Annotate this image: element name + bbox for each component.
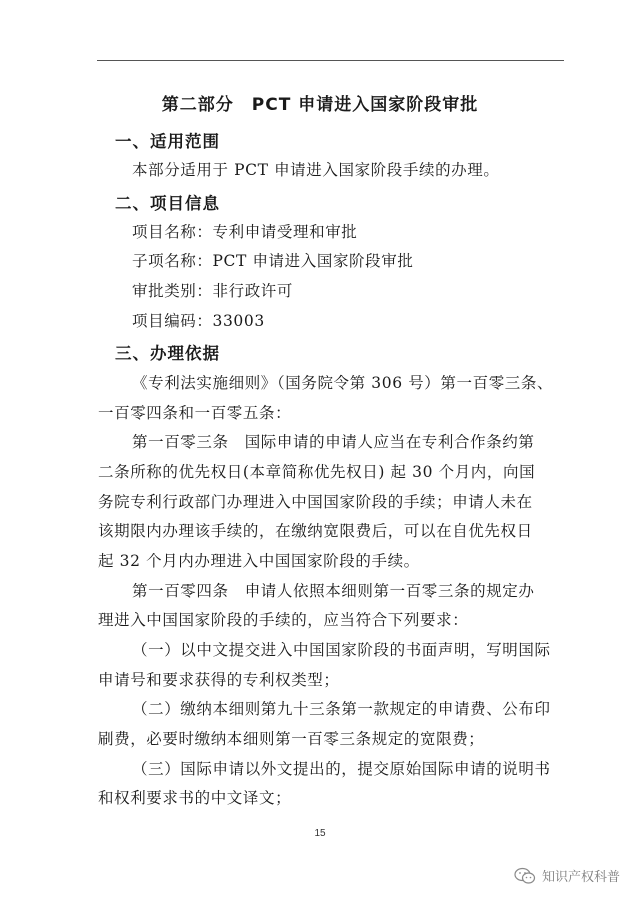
info-item: 项目编码：33003	[132, 312, 265, 330]
body-line: 二条所称的优先权日(本章简称优先权日) 起 30 个月内，向国	[98, 463, 536, 481]
body-line: 理进入中国国家阶段的手续的，应当符合下列要求：	[98, 611, 469, 629]
body-line: 第一百零四条 申请人依照本细则第一百零三条的规定办	[132, 582, 535, 600]
body-line: 起 32 个月内办理进入中国国家阶段的手续。	[98, 552, 420, 570]
body-line: 《专利法实施细则》（国务院令第 306 号）第一百零三条、	[132, 374, 554, 392]
body-line: 一百零四条和一百零五条：	[98, 404, 292, 422]
body-line: 该期限内办理该手续的，在缴纳宽限费后，可以在自优先权日	[98, 522, 533, 540]
info-item: 项目名称：专利申请受理和审批	[132, 223, 358, 241]
page-title: 第二部分 PCT 申请进入国家阶段审批	[161, 95, 479, 115]
watermark-text: 知识产权科普	[541, 870, 620, 885]
section3-heading: 三、办理依据	[115, 344, 220, 363]
body-line: （三）国际申请以外文提出的，提交原始国际申请的说明书	[132, 760, 551, 778]
body-line: 申请号和要求获得的专利权类型；	[98, 671, 340, 689]
section1-text: 本部分适用于 PCT 申请进入国家阶段手续的办理。	[132, 161, 500, 179]
body-line: 和权利要求书的中文译文；	[98, 789, 292, 807]
wechat-icon	[514, 867, 536, 885]
body-line: 务院专利行政部门办理进入中国国家阶段的手续；申请人未在	[98, 493, 533, 511]
body-line: 第一百零三条 国际申请的申请人应当在专利合作条约第	[132, 433, 535, 451]
body-line: （一）以中文提交进入中国国家阶段的书面声明，写明国际	[132, 641, 551, 659]
header-rule	[97, 60, 564, 61]
body-line: 刷费，必要时缴纳本细则第一百零三条规定的宽限费；	[98, 730, 485, 748]
watermark	[514, 866, 620, 885]
info-item: 子项名称：PCT 申请进入国家阶段审批	[132, 252, 414, 270]
section1-heading: 一、适用范围	[115, 132, 220, 151]
page-number: 15	[314, 828, 326, 839]
body-line: （二）缴纳本细则第九十三条第一款规定的申请费、公布印	[132, 700, 551, 718]
section2-heading: 二、项目信息	[115, 194, 220, 213]
info-item: 审批类别：非行政许可	[132, 282, 294, 300]
